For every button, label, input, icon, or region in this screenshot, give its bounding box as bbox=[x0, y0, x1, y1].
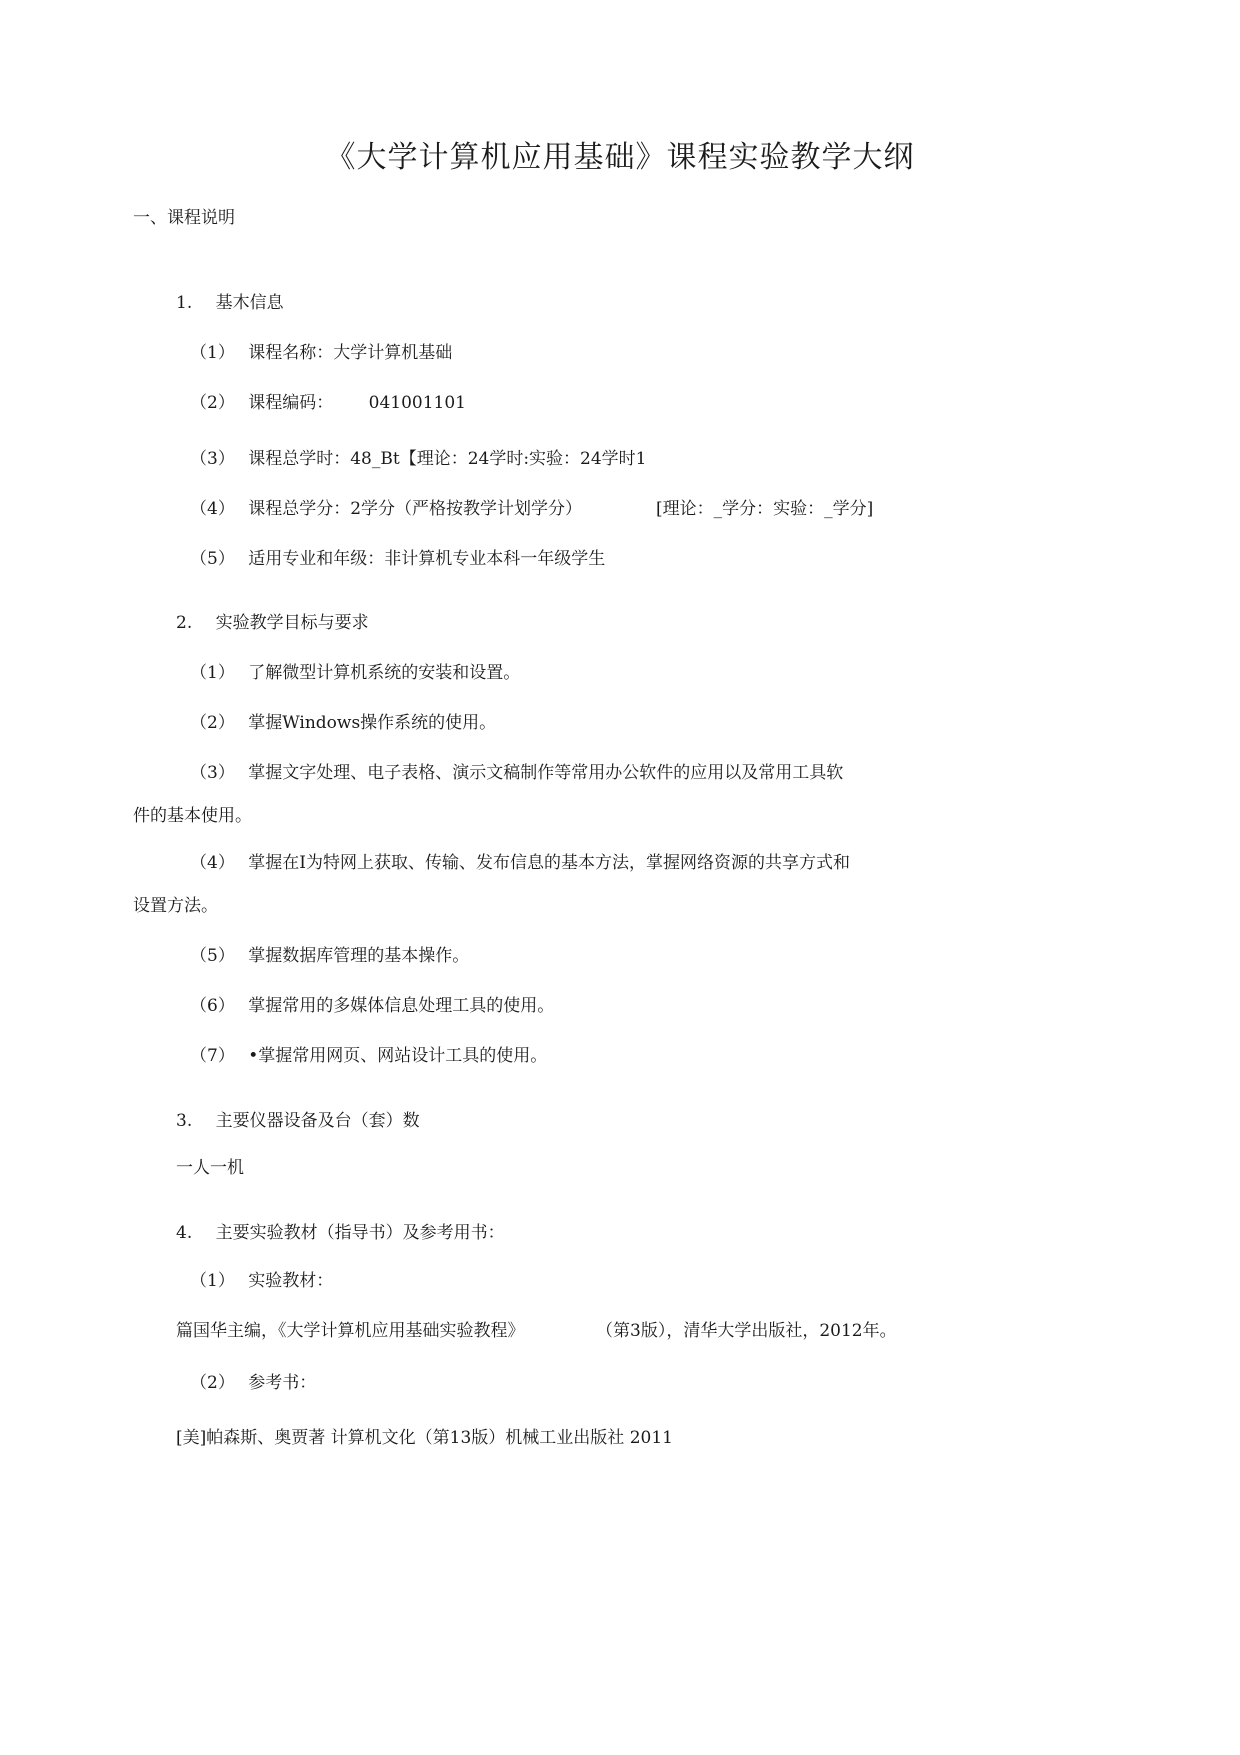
item-text: 掌握Windows操作系统的使用。 bbox=[248, 713, 497, 733]
subsection-heading-3 bbox=[176, 1110, 420, 1132]
subsection-title: 主要实验教材（指导书）及参考用书： bbox=[215, 1223, 505, 1243]
item-text: 课程名称：大学计算机基础 bbox=[248, 343, 453, 363]
subsection-number: 3. bbox=[176, 1111, 193, 1131]
list-item bbox=[190, 945, 469, 967]
item-text: 掌握文字处理、电子表格、演示文稿制作等常用办公软件的应用以及常用工具软 bbox=[248, 763, 844, 783]
item-number: （2） bbox=[190, 1373, 235, 1393]
textbook-citation: 篇国华主编，《大学计算机应用基础实验教程》 bbox=[176, 1321, 525, 1341]
list-item bbox=[190, 1270, 333, 1292]
item-text: 适用专业和年级：非计算机专业本科一年级学生 bbox=[248, 549, 606, 569]
list-item bbox=[190, 548, 605, 570]
subsection-title: 实验教学目标与要求 bbox=[215, 613, 369, 633]
subsection-number: 4. bbox=[176, 1223, 193, 1243]
list-item bbox=[190, 712, 496, 734]
item-number: （4） bbox=[190, 499, 235, 519]
item-number: （4） bbox=[190, 853, 235, 873]
list-item bbox=[190, 448, 647, 470]
reference-citation: [美]帕森斯、奥贾著 计算机文化（第13版）机械工业出版社 2011 bbox=[176, 1428, 673, 1448]
item-text: 课程总学时：48_Bt【理论：24学时:实验：24学时1 bbox=[248, 449, 647, 469]
subsection-title: 基木信息 bbox=[215, 293, 284, 313]
item-text: 课程编码： bbox=[248, 393, 334, 413]
list-item bbox=[190, 342, 452, 364]
item-number: （1） bbox=[190, 1271, 235, 1291]
item-text: 了解微型计算机系统的安装和设置。 bbox=[248, 663, 521, 683]
item-number: （2） bbox=[190, 713, 235, 733]
item-text: 参考书： bbox=[248, 1373, 317, 1393]
subsection-number: 1. bbox=[176, 293, 193, 313]
subsection-heading-1 bbox=[176, 292, 284, 314]
item-text: 掌握数据库管理的基本操作。 bbox=[248, 946, 470, 966]
list-item bbox=[190, 662, 520, 684]
subsection-title: 主要仪器设备及台（套）数 bbox=[215, 1111, 420, 1131]
list-item bbox=[190, 498, 582, 520]
item-number: （6） bbox=[190, 996, 235, 1016]
list-item-continuation: 件的基本使用。 bbox=[133, 806, 252, 826]
textbook-citation-publisher: （第3版），清华大学出版社，2012年。 bbox=[596, 1321, 897, 1341]
item-text: 实验教材： bbox=[248, 1271, 334, 1291]
subsection-heading-4 bbox=[176, 1222, 505, 1244]
course-code: 041001101 bbox=[368, 393, 466, 413]
subsection-number: 2. bbox=[176, 613, 193, 633]
item-text: •掌握常用网页、网站设计工具的使用。 bbox=[248, 1046, 548, 1066]
document-title: 《大学计算机应用基础》课程实验教学大纲 bbox=[325, 140, 915, 175]
subsection-heading-2 bbox=[176, 612, 369, 634]
item-number: （3） bbox=[190, 763, 235, 783]
item-number: （2） bbox=[190, 393, 235, 413]
item-number: （1） bbox=[190, 663, 235, 683]
item-text: 掌握在I为特网上获取、传输、发布信息的基本方法，掌握网络资源的共享方式和 bbox=[248, 853, 850, 873]
item-number: （3） bbox=[190, 449, 235, 469]
item-number: （1） bbox=[190, 343, 235, 363]
equipment-text: 一人一机 bbox=[176, 1158, 244, 1178]
item-text: 掌握常用的多媒体信息处理工具的使用。 bbox=[248, 996, 555, 1016]
list-item bbox=[190, 392, 466, 414]
list-item bbox=[190, 995, 554, 1017]
item-number: （5） bbox=[190, 549, 235, 569]
list-item bbox=[190, 852, 850, 874]
item-number: （7） bbox=[190, 1046, 235, 1066]
credit-breakdown: [理论：_学分：实验：_学分] bbox=[656, 499, 874, 519]
item-number: （5） bbox=[190, 946, 235, 966]
list-item bbox=[190, 1045, 547, 1067]
list-item bbox=[190, 762, 843, 784]
section-heading: 一、课程说明 bbox=[133, 208, 235, 228]
list-item-continuation: 设置方法。 bbox=[133, 896, 218, 916]
list-item bbox=[190, 1372, 316, 1394]
item-text: 课程总学分：2学分（严格按教学计划学分） bbox=[248, 499, 583, 519]
